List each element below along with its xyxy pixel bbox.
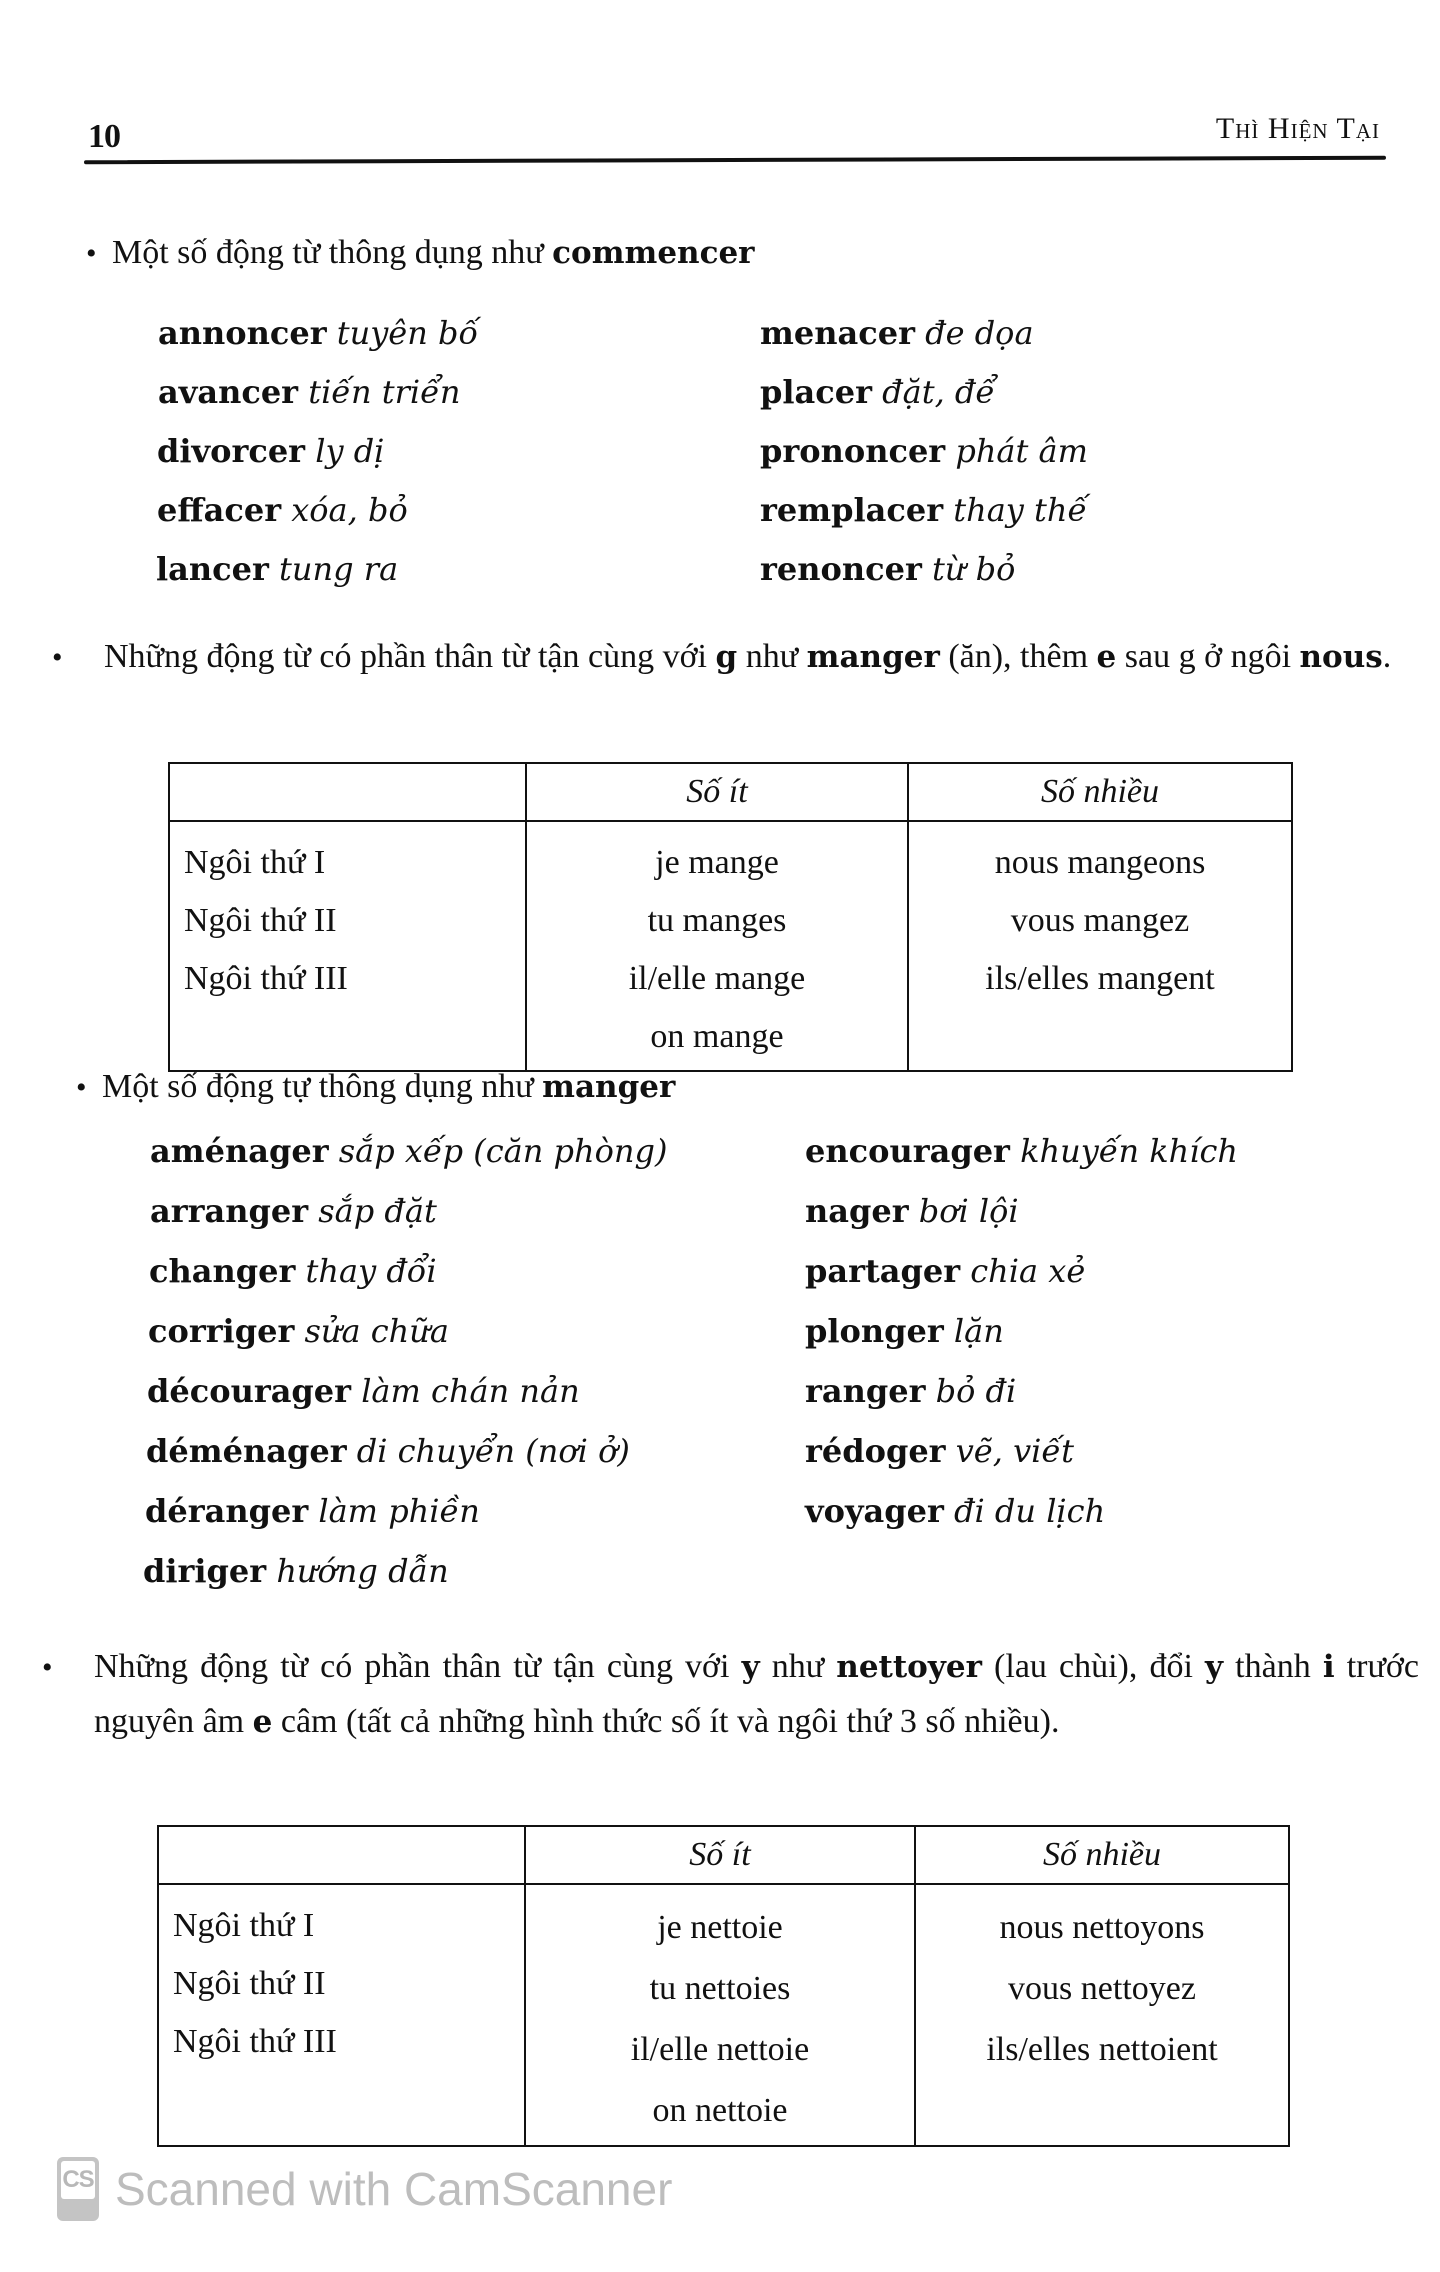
section-manger-rule: • Những động từ có phần thân từ tận cùng với g như manger (ăn), thêm e sau g ở ngôi nous. bbox=[78, 630, 1414, 685]
table-row bbox=[169, 821, 1292, 1071]
singular-forms-cell: je nettoie tu nettoies il/elle nettoie on nettoie bbox=[525, 1884, 915, 2146]
verb-item: plonger lặn bbox=[805, 1312, 1004, 1350]
verb-item: rédoger vẽ, viết bbox=[805, 1432, 1074, 1470]
keyword-commencer: commencer bbox=[552, 235, 755, 271]
watermark-text: Scanned with CamScanner bbox=[115, 2163, 673, 2215]
verb-item: divorcer ly dị bbox=[157, 432, 385, 470]
verb-item: voyager đi du lịch bbox=[805, 1492, 1106, 1530]
section-nettoyer-rule: • Những động từ có phần thân từ tận cùng với y như nettoyer (lau chùi), đổi y thành i trước nguyên âm e câm (tất cả những hình thức số ít và ngôi thứ 3 số nhiều). bbox=[68, 1640, 1419, 1749]
verb-item: partager chia xẻ bbox=[805, 1252, 1086, 1290]
table-header-plural: Số nhiều bbox=[908, 763, 1292, 821]
verb-item: déménager di chuyển (nơi ở) bbox=[146, 1432, 630, 1470]
plural-forms-cell: nous nettoyons vous nettoyez ils/elles nettoient bbox=[915, 1884, 1289, 2146]
verb-item: déranger làm phiền bbox=[145, 1492, 480, 1530]
table-header-row bbox=[169, 763, 1292, 821]
keyword-nettoyer: nettoyer bbox=[836, 1649, 982, 1685]
table-header-singular: Số ít bbox=[525, 1826, 915, 1884]
table-header-plural: Số nhiều bbox=[915, 1826, 1289, 1884]
table-header-empty bbox=[158, 1826, 525, 1884]
bullet-icon: • bbox=[76, 1071, 87, 1104]
persons-cell: Ngôi thứ I Ngôi thứ II Ngôi thứ III bbox=[169, 821, 526, 1071]
camscanner-logo-icon: CS bbox=[57, 2157, 99, 2221]
verb-item: avancer tiến triển bbox=[158, 373, 461, 411]
bullet-icon: • bbox=[42, 1651, 53, 1684]
bullet-icon: • bbox=[52, 641, 63, 674]
verb-item: remplacer thay thế bbox=[760, 491, 1088, 529]
keyword-manger: manger bbox=[542, 1069, 676, 1105]
nettoyer-conjugation-table bbox=[157, 1825, 1290, 2147]
camscanner-watermark bbox=[57, 2157, 672, 2221]
verb-item: annoncer tuyên bố bbox=[158, 314, 479, 352]
verb-item: décourager làm chán nản bbox=[147, 1372, 580, 1410]
verb-item: changer thay đổi bbox=[149, 1252, 437, 1290]
verb-item: placer đặt, để bbox=[760, 373, 996, 411]
plural-forms-cell: nous mangeons vous mangez ils/elles mangent bbox=[908, 821, 1292, 1071]
singular-forms-cell: je mange tu manges il/elle mange on mange bbox=[526, 821, 908, 1071]
verb-item: menacer đe dọa bbox=[760, 314, 1034, 352]
verb-item: diriger hướng dẫn bbox=[143, 1552, 449, 1590]
verb-item: renoncer từ bỏ bbox=[760, 550, 1016, 588]
verb-item: effacer xóa, bỏ bbox=[157, 491, 408, 529]
header-rule bbox=[84, 156, 1386, 165]
verb-item: aménager sắp xếp (căn phòng) bbox=[150, 1132, 668, 1170]
bullet-icon: • bbox=[86, 237, 97, 270]
verb-item: encourager khuyến khích bbox=[805, 1132, 1238, 1170]
running-header: Thì Hiện Tại bbox=[1215, 112, 1380, 145]
section-commencer-intro: • Một số động từ thông dụng như commencer bbox=[86, 226, 755, 281]
verb-item: arranger sắp đặt bbox=[150, 1192, 437, 1230]
table-header-empty bbox=[169, 763, 526, 821]
verb-item: corriger sửa chữa bbox=[148, 1312, 449, 1350]
verb-item: lancer tung ra bbox=[156, 550, 399, 588]
table-row bbox=[158, 1884, 1289, 2146]
verb-item: nager bơi lội bbox=[805, 1192, 1019, 1230]
table-header-row bbox=[158, 1826, 1289, 1884]
page-number: 10 bbox=[88, 118, 120, 155]
manger-conjugation-table bbox=[168, 762, 1293, 1072]
table-header-singular: Số ít bbox=[526, 763, 908, 821]
verb-item: prononcer phát âm bbox=[760, 432, 1088, 470]
section-manger-intro: • Một số động tự thông dụng như manger bbox=[76, 1060, 675, 1115]
keyword-manger: manger bbox=[806, 639, 940, 675]
persons-cell: Ngôi thứ I Ngôi thứ II Ngôi thứ III bbox=[158, 1884, 525, 2146]
verb-item: ranger bỏ đi bbox=[805, 1372, 1017, 1410]
